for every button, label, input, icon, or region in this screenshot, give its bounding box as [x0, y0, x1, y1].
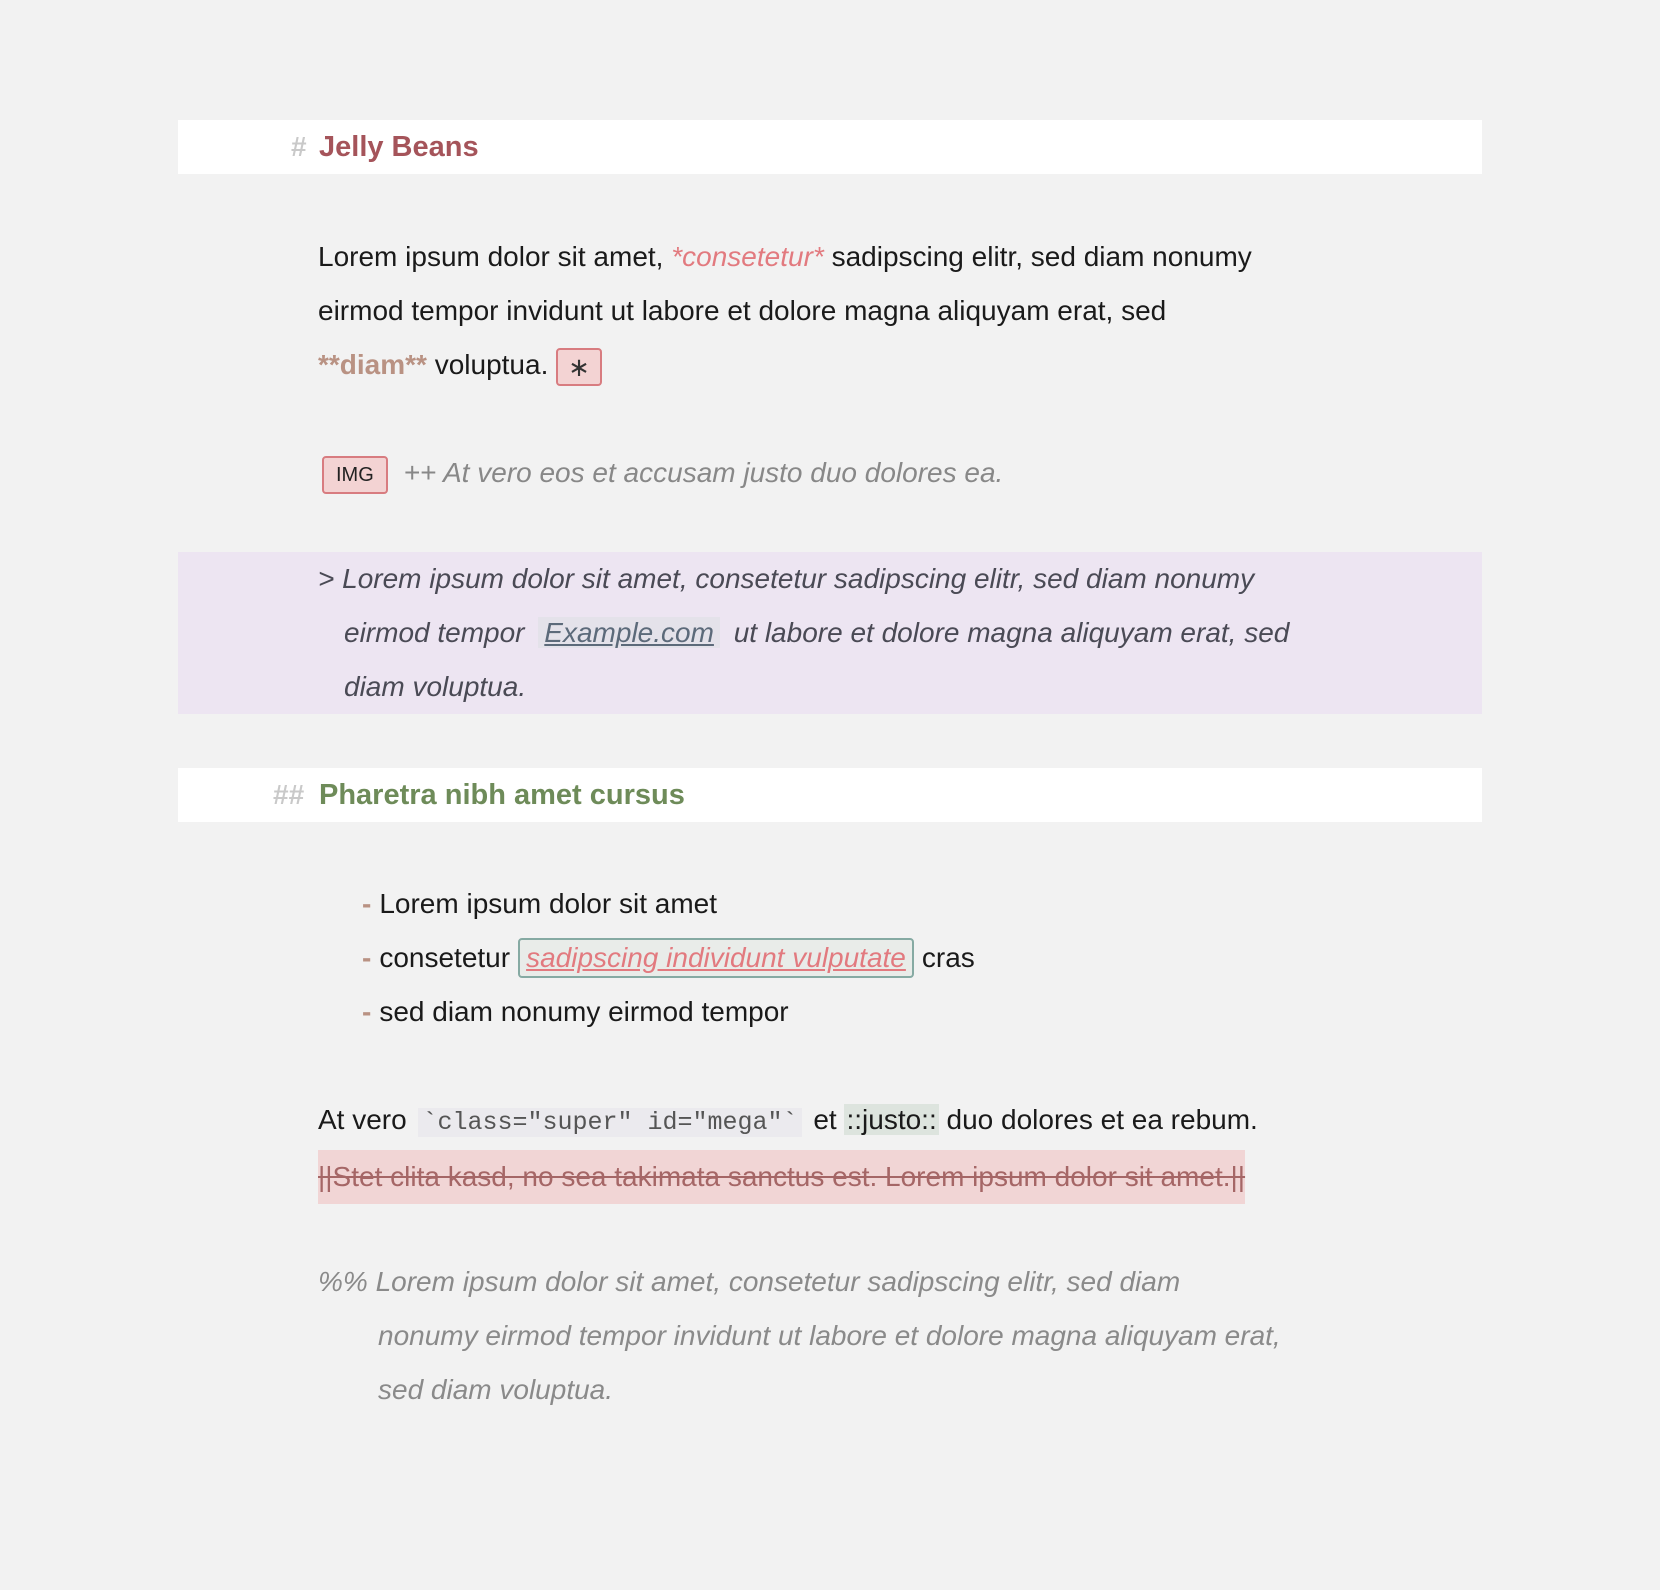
strong-text: **diam**	[318, 349, 427, 380]
list-item-text: consetetur	[379, 942, 511, 973]
list-item-text: Lorem ipsum dolor sit amet	[379, 888, 718, 919]
text-span: eirmod tempor	[344, 617, 525, 648]
example-link[interactable]: Example.com	[538, 617, 720, 648]
heading-2-text: Pharetra nibh amet cursus	[319, 779, 685, 811]
text-span: voluptua.	[426, 349, 549, 380]
highlight-text: ::justo::	[846, 1104, 937, 1135]
list-dash: -	[362, 888, 372, 919]
heading-1-marker: #	[291, 131, 307, 162]
strikethrough-text: ||Stet clita kasd, no sea takimata sanctus est. Lorem ipsum dolor sit amet.||	[318, 1150, 1245, 1204]
list-item-text: sed diam nonumy eirmod tempor	[379, 996, 789, 1027]
comment-line-1: %% Lorem ipsum dolor sit amet, consetetur sadipscing elitr, sed diam	[318, 1266, 1181, 1297]
text-span: sadipscing elitr, sed diam nonumy	[823, 241, 1252, 272]
list-item[interactable]	[362, 931, 975, 985]
blockquote-text	[318, 552, 1289, 714]
paragraph-1-line-2: eirmod tempor invidunt ut labore et dolore magna aliquyam erat, sed	[318, 295, 1167, 326]
list-item[interactable]	[362, 985, 975, 1039]
paragraph-2-line-2	[318, 1150, 1258, 1204]
list-item-text: cras	[921, 942, 975, 973]
image-embed[interactable]	[322, 446, 1003, 500]
bullet-list	[362, 877, 975, 1039]
comment-line-3: sed diam voluptua.	[378, 1374, 614, 1405]
boxed-emphasis[interactable]: sadipscing individunt vulputate	[518, 938, 914, 978]
blockquote-line-1: > Lorem ipsum dolor sit amet, consetetur sadipscing elitr, sed diam nonumy	[318, 563, 1255, 594]
paragraph-1-line-3	[318, 338, 1252, 392]
emphasis-text: *consetetur*	[671, 241, 824, 272]
text-span: duo dolores et ea rebum.	[946, 1104, 1258, 1135]
text-span: At vero	[318, 1104, 407, 1135]
inline-code[interactable]: `class="super" id="mega"`	[418, 1108, 801, 1137]
blockquote-line-2	[318, 606, 1289, 660]
paragraph-2[interactable]	[318, 1093, 1258, 1204]
blockquote-line-3: diam voluptua.	[344, 671, 527, 702]
paragraph-1[interactable]	[318, 230, 1252, 392]
text-span: ut labore et dolore magna aliquyam erat, sed	[733, 617, 1290, 648]
list-item[interactable]	[362, 877, 975, 931]
comment-line-2: nonumy eirmod tempor invidunt ut labore et dolore magna aliquyam erat,	[378, 1320, 1281, 1351]
heading-1-text: Jelly Beans	[319, 131, 479, 163]
heading-1[interactable]	[178, 120, 1482, 174]
list-dash: -	[362, 996, 372, 1027]
heading-2[interactable]	[178, 768, 1482, 822]
asterisk-tag[interactable]: ∗	[556, 348, 602, 386]
list-dash: -	[362, 942, 372, 973]
text-span: et	[813, 1104, 837, 1135]
heading-2-marker: ##	[273, 779, 305, 810]
image-tag[interactable]: IMG	[322, 456, 388, 494]
paragraph-1-line-1	[318, 230, 1252, 284]
comment-block[interactable]	[318, 1255, 1281, 1417]
paragraph-2-line-1	[318, 1093, 1258, 1150]
text-span: Lorem ipsum dolor sit amet,	[318, 241, 672, 272]
image-caption: ++ At vero eos et accusam justo duo dolores ea.	[403, 457, 1004, 488]
blockquote[interactable]	[178, 552, 1482, 714]
